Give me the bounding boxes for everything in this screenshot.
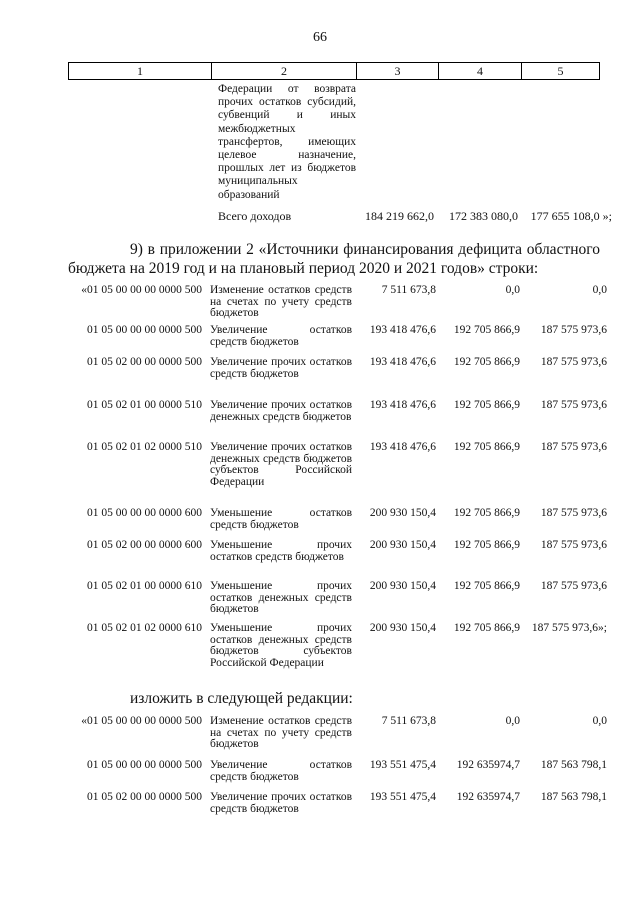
total-label: Всего доходов <box>218 209 292 223</box>
row-value-2019: 193 551 475,4 <box>369 759 436 771</box>
row-value-2019: 7 511 673,8 <box>381 715 436 727</box>
row-value-2020: 192 635974,7 <box>456 791 520 803</box>
row-name: Увеличение прочих остатков средств бюджетов <box>210 791 352 815</box>
row-name: Изменение остатков средств на счетах по учету средств бюджетов <box>210 284 352 319</box>
row-code: 01 05 02 01 02 0000 510 <box>87 441 202 453</box>
row-value-2019: 200 930 150,4 <box>369 507 436 519</box>
row-name: Уменьшение прочих остатков денежных средств бюджетов субъектов Российской Федерации <box>210 622 352 669</box>
total-value-2019: 184 219 662,0 <box>365 209 434 223</box>
row-value-2020: 192 635974,7 <box>456 759 520 771</box>
row-code: 01 05 00 00 00 0000 500 <box>87 759 202 771</box>
paragraph-new-edition: изложить в следующей редакции: <box>130 690 353 707</box>
row-value-2019: 193 418 476,6 <box>369 356 436 368</box>
row-name: Увеличение прочих остатков средств бюджетов <box>210 356 352 380</box>
row-code: 01 05 02 00 00 0000 500 <box>87 356 202 368</box>
row-value-2020: 0,0 <box>505 715 520 727</box>
row-value-2020: 0,0 <box>505 284 520 296</box>
row-value-2019: 200 930 150,4 <box>369 580 436 592</box>
paragraph-item-9: 9) в приложении 2 «Источники финансирования дефицита областного бюджета на 2019 год и на плановый период 2020 и 2021 годов» строки: <box>68 241 600 277</box>
header-col-4: 4 <box>439 63 522 79</box>
row-value-2020: 192 705 866,9 <box>453 539 520 551</box>
row-value-2019: 193 418 476,6 <box>369 441 436 453</box>
row-value-2019: 7 511 673,8 <box>381 284 436 296</box>
row-value-2021: 187 575 973,6»; <box>531 622 607 634</box>
row-value-2020: 192 705 866,9 <box>453 507 520 519</box>
row-value-2020: 192 705 866,9 <box>453 580 520 592</box>
row-code: 01 05 00 00 00 0000 600 <box>87 507 202 519</box>
row-name: Уменьшение прочих остатков денежных средств бюджетов <box>210 580 352 615</box>
row-value-2021: 187 575 973,6 <box>540 580 607 592</box>
row-name: Увеличение прочих остатков денежных средств бюджетов <box>210 399 352 423</box>
page-number: 66 <box>313 30 327 45</box>
row-code: 01 05 02 01 02 0000 610 <box>87 622 202 634</box>
row-value-2021: 187 575 973,6 <box>540 399 607 411</box>
row-code: «01 05 00 00 00 0000 500 <box>81 715 202 727</box>
row-name: Уменьшение остатков средств бюджетов <box>210 507 352 531</box>
row-value-2021: 187 575 973,6 <box>540 539 607 551</box>
row-value-2019: 193 418 476,6 <box>369 324 436 336</box>
row-code: 01 05 02 00 00 0000 500 <box>87 791 202 803</box>
row-value-2021: 187 563 798,1 <box>540 759 607 771</box>
row-value-2021: 0,0 <box>592 715 607 727</box>
row-value-2019: 193 418 476,6 <box>369 399 436 411</box>
row-value-2021: 187 575 973,6 <box>540 356 607 368</box>
row-value-2020: 192 705 866,9 <box>453 441 520 453</box>
row-value-2019: 200 930 150,4 <box>369 539 436 551</box>
table-header <box>68 62 600 80</box>
header-col-2: 2 <box>212 63 357 79</box>
total-value-2021: 177 655 108,0 »; <box>530 209 612 223</box>
row-value-2021: 187 575 973,6 <box>540 324 607 336</box>
header-col-5: 5 <box>557 64 564 78</box>
header-col-3: 3 <box>357 63 439 79</box>
row-value-2020: 192 705 866,9 <box>453 622 520 634</box>
row-name: Уменьшение прочих остатков средств бюджетов <box>210 539 352 563</box>
row-value-2020: 192 705 866,9 <box>453 356 520 368</box>
row-code: 01 05 02 01 00 0000 510 <box>87 399 202 411</box>
row-name: Увеличение прочих остатков денежных средств бюджетов субъектов Российской Федерации <box>210 441 352 488</box>
row-code: 01 05 02 00 00 0000 600 <box>87 539 202 551</box>
row-name: Изменение остатков средств на счетах по учету средств бюджетов <box>210 715 352 750</box>
row-code: «01 05 00 00 00 0000 500 <box>81 284 202 296</box>
row-value-2021: 187 575 973,6 <box>540 441 607 453</box>
row-code: 01 05 00 00 00 0000 500 <box>87 324 202 336</box>
row-name: Увеличение остатков средств бюджетов <box>210 324 352 348</box>
header-col-1: 1 <box>69 63 212 79</box>
continuation-text: Федерации от возврата прочих остатков субсидий, субвенций и иных межбюджетных трансфертов, имеющих целевое назначение, прошлых лет из бюджетов муниципальных образований <box>218 83 356 201</box>
row-name: Увеличение остатков средств бюджетов <box>210 759 352 783</box>
row-value-2020: 192 705 866,9 <box>453 324 520 336</box>
row-value-2019: 200 930 150,4 <box>369 622 436 634</box>
row-value-2021: 187 563 798,1 <box>540 791 607 803</box>
row-code: 01 05 02 01 00 0000 610 <box>87 580 202 592</box>
row-value-2019: 193 551 475,4 <box>369 791 436 803</box>
total-value-2020: 172 383 080,0 <box>449 209 518 223</box>
row-value-2020: 192 705 866,9 <box>453 399 520 411</box>
row-value-2021: 187 575 973,6 <box>540 507 607 519</box>
row-value-2021: 0,0 <box>592 284 607 296</box>
